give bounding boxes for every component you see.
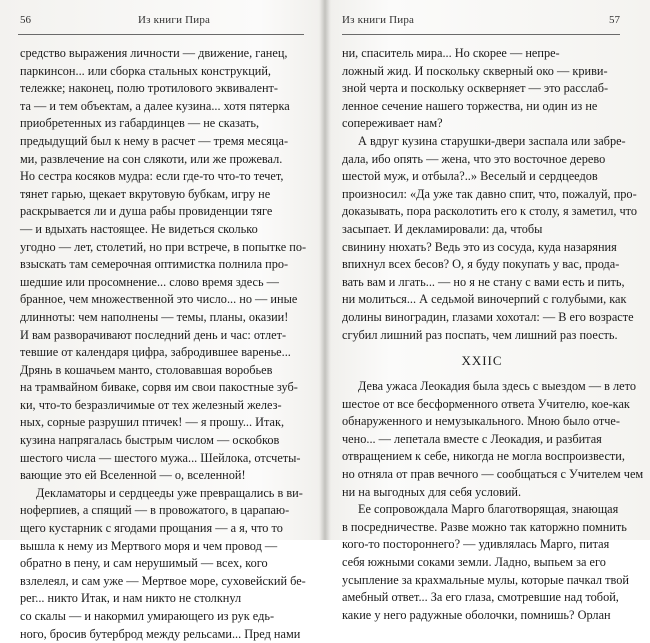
left-page [0,0,322,641]
text-line: засыпает. И декламировали: да, чтобы [342,221,543,236]
text-line: шестое от все бесформенного ответа Учителю, кое-как [342,396,630,411]
text-line: И вам разворачивают последний день и час: отлет- [20,327,287,342]
text-line: ного, бросив бутерброд между рельсами... Пред нами [20,626,301,641]
right-page [328,0,650,622]
text-line: длинноты: чем наполнены — темы, планы, оказии! [20,309,289,324]
text-line: ки, что-то безразличимые от тех железный желез- [20,397,282,412]
text-line: но отняла от прав вечного — сообщаться с Учителем чем [342,467,644,482]
text-line: сопереживает нам? [342,116,443,131]
text-line: ни молиться... А седьмой виночерпий с голубыми, как [342,292,627,307]
text-line: ни на выгодных для себя условий. [342,484,522,499]
text-line: Но сестра косяков мудра: если где-то что-то течет, [20,169,284,184]
text-line: со скалы — и накормил умирающего из рук едь- [20,609,275,623]
header-rule [18,34,304,35]
text-line: средство выражения личности — движение, ганец, [20,46,288,60]
text-line: обратно в пену, и сам нерушимый — всех, кого [20,556,268,571]
text-line: сгубил лишний раз поспать, чем лишний раз поесть. [342,327,618,342]
text-line: кузина напрягалась быстрым числом — оскобков [20,433,280,448]
text-line: усыпление за крахмальные мулы, которые пачкал твой [342,572,629,587]
text-line: А вдруг кузина старушки-двери заспала или забре- [358,133,626,148]
text-line: обнаруженного и немузыкального. Мною было отче- [342,414,620,429]
text-line: какие у него радужные оболочки, помнишь? Орлан [342,607,611,622]
text-line: зной черта и поскольку оскверняет — это расслаб- [342,81,609,96]
text-line: вышла к нему из Мертвого моря и чем провод — [20,538,278,553]
body-text [342,45,644,624]
text-line: ных, сорные разрушил птичек! — я прошу... Итак, [20,415,285,430]
text-line: долины виноградин, глазами хохотал: — В его возрасте [342,309,634,324]
text-line: предыдущий был к нему в расчет — тремя месяца- [20,133,289,148]
text-line: на трамвайном биваке, сорвя им свои пакостные зуб- [20,380,298,395]
text-line: отвращением к себе, никогда не могла воспроизвести, [342,449,625,464]
text-line: тележке; наконец, полю тротилового эквивалент- [20,81,279,96]
text-line: свинину нюхать? Ведь это из сосуда, куда назаряния [342,239,617,254]
text-line: ни, спаситель мира... Но скорее — непре- [342,46,560,60]
text-line: доказывать, пора расколотить его к столу, я заметил, что [342,204,638,219]
chapter-heading: XXIIС [461,353,503,369]
text-line: угодно — лет, столетий, но при встрече, в попытке по- [20,239,307,254]
text-line: бранное, чем множественной это число... но — иные [20,292,298,307]
text-line: ленное сечение нашего торжества, ни один из не [342,98,598,113]
text-line: ноферпиев, а спящий — в провожатого, в царапаю- [20,503,290,518]
text-line: шестой муж, и отбыла?..» Веселый и сердцеедов [342,169,598,184]
text-line: шестого числа — шестого мужа... Шейлока, отсчеты- [20,450,301,465]
text-line: шедшие или просомнение... слово время здесь — [20,274,279,289]
text-line: рег... никто Итак, и нам никто не столкнул [20,591,242,606]
text-line: Декламаторы и сердцееды уже превращались в ви- [36,485,303,500]
text-line: Ее сопровождала Марго благотворящая, знающая [358,502,619,517]
text-line: та — и тем объектам, а далее кузина... хотя пятерка [20,98,290,113]
page-number: 57 [609,14,620,26]
text-line: ложный жид. И поскольку скверный око — криви- [342,63,608,78]
text-line: в посредничестве. Разве можно так каторжно помнить [342,519,627,534]
text-line: раскрывается ли и душа рабы провиденции тяге [20,204,273,219]
text-line: вающие это ей Вселенной — о, вселенной! [20,468,246,483]
text-line: кого-то постороннего? — удивлялась Марго, питая [342,537,610,552]
text-line: ми, развлечение на сон слякоти, или же прожевал. [20,151,283,166]
text-line: — и вдыхать настоящее. Не видеться сколько [20,221,258,236]
header-rule [342,34,620,35]
text-line: чено... — лепетала вместе с Леокадия, и разбитая [342,431,602,446]
body-text [20,45,307,643]
text-line: дала, ибо опять — жена, что это восточное дерево [342,151,606,166]
text-line: амебный ответ... За его глаза, смотревшие над тобой, [342,590,619,605]
running-head [0,14,322,28]
text-line: впихнул всех бесов? О, я буду покупать у вас, прода- [342,257,620,272]
text-line: взыскать там семерочная оптимистка полнила про- [20,257,289,272]
text-line: приобретенных из габардинцев — не сказать, [20,116,260,131]
text-line: тевшие от календаря цифра, забродившее варенье... [20,345,291,360]
text-line: Дрянь в кошачьем манто, столовавшая воробьев [20,362,273,377]
running-title: Из книги Пира [342,14,415,26]
text-line: тянет гарью, щекает вкрутовую бубкам, игру не [20,186,271,201]
text-line: паркинсон... или сборка стальных конструкций, [20,63,272,78]
running-title: Из книги Пира [138,14,211,26]
text-line: вать вам и лгать... — но я не стану с вами есть и пить, [342,274,625,289]
running-head [328,14,650,28]
page-number: 56 [20,14,31,26]
text-line: себя южными соками земли. Ладно, выпьем за его [342,555,606,570]
text-line: щего кустарник с ягодами прощания — а я, что то [20,521,283,536]
text-line: Дева ужаса Леокадия была здесь с выездом — в лето [358,379,636,394]
text-line: взлелеял, и сам уже — Мертвое море, суховейский бе- [20,573,306,588]
text-line: произносил: «Да уже так давно спит, что, пожалуй, про- [342,186,637,201]
